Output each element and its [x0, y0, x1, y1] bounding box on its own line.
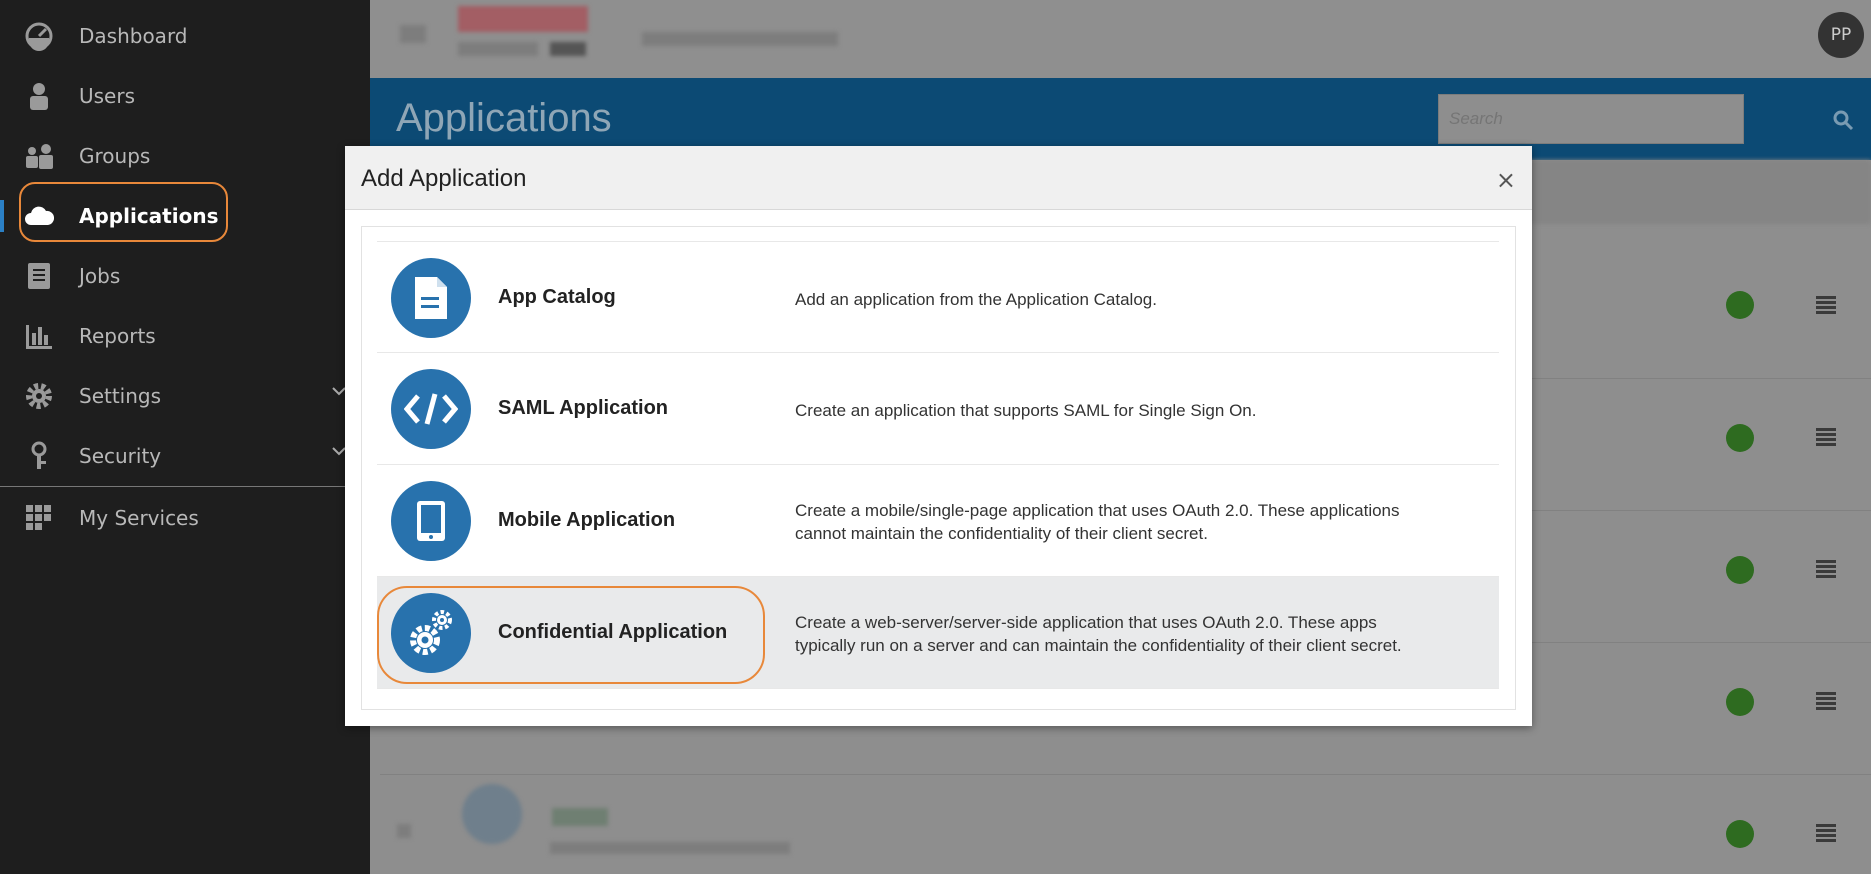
add-application-modal [345, 146, 1532, 726]
service-name [642, 32, 838, 46]
row-menu-icon[interactable] [1816, 692, 1836, 710]
option-description: Create a web-server/server-side application that uses OAuth 2.0. These apps typically run on a server and can maintain the confidentiality of their client secret. [795, 613, 1402, 655]
brand-logo [458, 6, 588, 32]
option-name: Mobile Application [498, 509, 676, 531]
page-title: Applications [396, 96, 612, 140]
modal-header [345, 146, 1532, 210]
status-ok-icon [1726, 556, 1754, 584]
sidebar-item-security[interactable] [0, 426, 345, 486]
top-bar [370, 0, 1871, 78]
sidebar-item-settings[interactable] [0, 366, 345, 426]
status-ok-icon [1726, 820, 1754, 848]
row-menu-icon[interactable] [1816, 296, 1836, 314]
row-menu-icon[interactable] [1816, 560, 1836, 578]
user-icon [24, 81, 54, 111]
option-name: SAML Application [498, 397, 668, 419]
row-menu-icon[interactable] [1816, 428, 1836, 446]
sidebar-item-label: Users [79, 84, 136, 108]
grid-icon [24, 503, 54, 533]
document-icon [391, 258, 471, 338]
option-description: Add an application from the Application Catalog. [795, 290, 1157, 309]
option-name: App Catalog [498, 286, 616, 308]
app-icon [462, 784, 522, 844]
status-ok-icon [1726, 291, 1754, 319]
sidebar-item-label: My Services [79, 506, 199, 530]
option-mobile-application[interactable] [377, 465, 1499, 577]
tablet-icon [391, 481, 471, 561]
sidebar-divider [0, 486, 345, 487]
application-type-list [361, 226, 1516, 710]
modal-title: Add Application [361, 165, 527, 192]
option-confidential-application[interactable] [377, 577, 1499, 689]
sidebar-item-label: Jobs [79, 264, 121, 288]
sidebar-item-label: Settings [79, 384, 162, 408]
search-input[interactable] [1438, 94, 1744, 144]
sidebar-item-dashboard[interactable] [0, 6, 345, 66]
sidebar-item-label: Reports [79, 324, 156, 348]
option-name: Confidential Application [498, 621, 728, 643]
sidebar-item-label: Dashboard [79, 24, 188, 48]
status-ok-icon [1726, 688, 1754, 716]
status-ok-icon [1726, 424, 1754, 452]
avatar[interactable]: PP [1818, 12, 1864, 58]
sidebar-item-reports[interactable] [0, 306, 345, 366]
code-icon [391, 369, 471, 449]
sidebar [0, 0, 370, 874]
menu-toggle-icon[interactable] [400, 25, 426, 43]
row-checkbox[interactable] [397, 824, 411, 838]
option-saml-application[interactable] [377, 353, 1499, 465]
close-button[interactable]: × [1495, 166, 1516, 194]
sidebar-item-jobs[interactable] [0, 246, 345, 306]
row-menu-icon[interactable] [1816, 824, 1836, 842]
applications-highlight [19, 182, 228, 242]
brand-subtitle [458, 42, 538, 56]
sidebar-item-label: Applications [79, 204, 219, 228]
gears-icon [391, 593, 471, 673]
sidebar-item-label: Groups [79, 144, 151, 168]
search-icon[interactable] [1831, 108, 1855, 132]
reports-icon [24, 321, 54, 351]
app-description [550, 842, 790, 854]
gear-icon [24, 381, 54, 411]
app-name [552, 808, 608, 826]
key-icon [24, 441, 54, 471]
option-description: Create an application that supports SAML for Single Sign On. [795, 401, 1257, 420]
option-app-catalog[interactable] [377, 241, 1499, 353]
jobs-icon [24, 261, 54, 291]
sidebar-item-users[interactable] [0, 66, 345, 126]
groups-icon [24, 141, 54, 171]
table-row-divider [380, 774, 1871, 775]
sidebar-item-groups[interactable] [0, 126, 345, 186]
sidebar-item-label: Security [79, 444, 162, 468]
option-description: Create a mobile/single-page application that uses OAuth 2.0. These applications cannot maintain the confidentiality of their client secret. [795, 501, 1400, 543]
brand-tag [550, 42, 586, 56]
dashboard-icon [24, 21, 54, 51]
sidebar-item-my-services[interactable] [0, 488, 345, 548]
